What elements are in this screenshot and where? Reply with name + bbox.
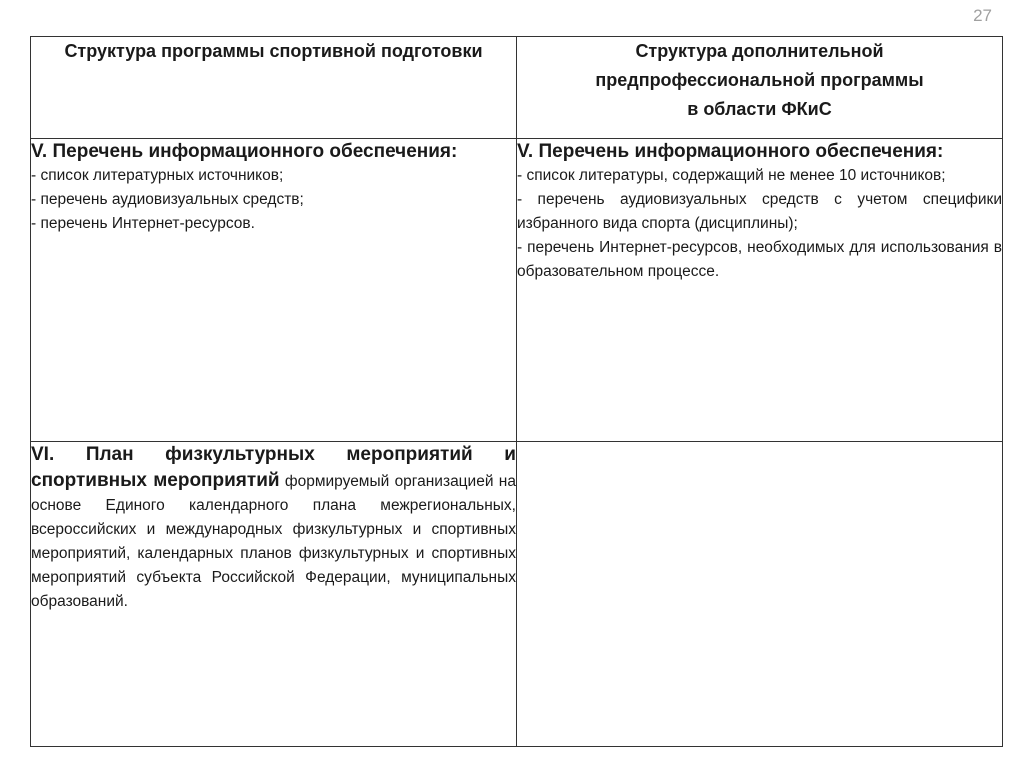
info-left-item: - перечень Интернет-ресурсов. [31,215,255,232]
header-right-line-3: в области ФКиС [687,99,832,119]
plan-left-title: VI. План физкультурных мероприятий и спортивных мероприятий [31,444,516,491]
info-cell-left [31,139,517,442]
info-right-item: - перечень Интернет-ресурсов, необходимых для использования в образовательном процессе. [517,239,1002,280]
header-cell-preprofessional [517,37,1003,139]
plan-cell-right-empty [517,442,1003,747]
info-right-title: V. Перечень информационного обеспечения: [517,141,944,162]
comparison-table [30,36,1003,747]
plan-left-text: формируемый организацией на основе Единого календарного плана межрегиональных, всероссийских и международных физкультурных и спортивных мероприятий, календарных планов физкультурных и спортивных мероприятий субъекта Российской Федерации, муниципальных образований. [31,473,516,610]
info-cell-right [517,139,1003,442]
header-left-text: Структура программы спортивной подготовки [64,41,483,61]
info-right-item: - список литературы, содержащий не менее 10 источников; [517,167,946,184]
header-right-line-1: Структура дополнительной [635,41,884,61]
table-row-events-plan [31,442,1003,747]
header-right-line-2: предпрофессиональной программы [595,70,924,90]
info-left-title: V. Перечень информационного обеспечения: [31,141,458,162]
plan-cell-left [31,442,517,747]
table-row-information-support [31,139,1003,442]
info-right-item: - перечень аудиовизуальных средств с учетом специфики избранного вида спорта (дисциплины); [517,191,1002,232]
header-cell-sport-training [31,37,517,139]
slide-number: 27 [973,6,992,25]
info-left-item: - перечень аудиовизуальных средств; [31,191,304,208]
table-header-row [31,37,1003,139]
info-left-item: - список литературных источников; [31,167,284,184]
